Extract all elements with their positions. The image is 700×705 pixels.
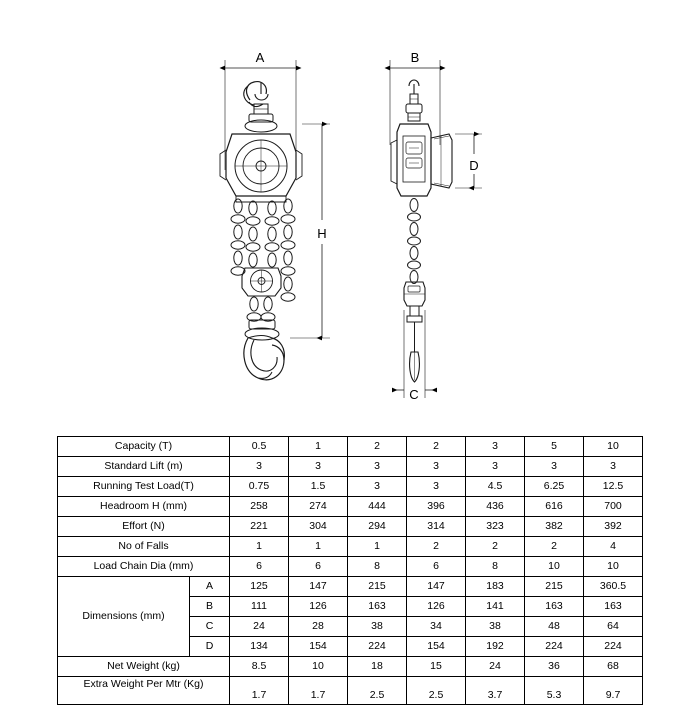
cell: 163 (348, 597, 407, 617)
cell: 2 (348, 437, 407, 457)
cell: 616 (525, 497, 584, 517)
cell: 3 (466, 437, 525, 457)
load-chain-left (231, 199, 245, 275)
cell: 163 (584, 597, 643, 617)
cell: 6 (289, 557, 348, 577)
specification-table (57, 436, 643, 705)
table-row (58, 677, 643, 705)
cell: 2.5 (407, 677, 466, 705)
cell: 48 (525, 617, 584, 637)
cell: 1 (289, 437, 348, 457)
cell: 24 (466, 657, 525, 677)
cell: 111 (230, 597, 289, 617)
cell: 154 (407, 637, 466, 657)
cell: 9.7 (584, 677, 643, 705)
cell: 163 (525, 597, 584, 617)
cell: 700 (584, 497, 643, 517)
cell: 0.5 (230, 437, 289, 457)
cell: 126 (407, 597, 466, 617)
cell: 5.3 (525, 677, 584, 705)
dim-label-A: A (255, 50, 265, 65)
spec-table-body (58, 437, 643, 705)
cell: 8 (466, 557, 525, 577)
cell: 224 (348, 637, 407, 657)
cell: 4.5 (466, 477, 525, 497)
dimension-key: C (190, 617, 230, 637)
cell: 294 (348, 517, 407, 537)
cell: 3 (466, 457, 525, 477)
cell: 10 (525, 557, 584, 577)
cell: 3 (407, 457, 466, 477)
row-label: Net Weight (kg) (58, 657, 230, 677)
cell: 2 (525, 537, 584, 557)
cell: 8 (348, 557, 407, 577)
row-label: Headroom H (mm) (58, 497, 230, 517)
cell: 274 (289, 497, 348, 517)
row-label: Standard Lift (m) (58, 457, 230, 477)
cell: 1.5 (289, 477, 348, 497)
cell: 224 (584, 637, 643, 657)
cell: 192 (466, 637, 525, 657)
cell: 24 (230, 617, 289, 637)
cell: 10 (289, 657, 348, 677)
cell: 0.75 (230, 477, 289, 497)
cell: 68 (584, 657, 643, 677)
cell: 1.7 (230, 677, 289, 705)
cell: 6.25 (525, 477, 584, 497)
cell: 3 (407, 477, 466, 497)
cell: 2.5 (348, 677, 407, 705)
cell: 396 (407, 497, 466, 517)
cell: 126 (289, 597, 348, 617)
table-row (58, 497, 643, 517)
cell: 1 (230, 537, 289, 557)
table-row (58, 437, 643, 457)
cell: 141 (466, 597, 525, 617)
cell: 221 (230, 517, 289, 537)
cell: 3 (289, 457, 348, 477)
cell: 382 (525, 517, 584, 537)
cell: 2 (407, 437, 466, 457)
cell: 436 (466, 497, 525, 517)
table-row (58, 537, 643, 557)
cell: 360.5 (584, 577, 643, 597)
load-chain-right (281, 199, 295, 301)
spec-table (57, 436, 643, 705)
table-row (58, 457, 643, 477)
dimension-key: A (190, 577, 230, 597)
cell: 147 (407, 577, 466, 597)
dimension-key: B (190, 597, 230, 617)
cell: 38 (348, 617, 407, 637)
cell: 3 (584, 457, 643, 477)
cell: 314 (407, 517, 466, 537)
cell: 134 (230, 637, 289, 657)
cell: 38 (466, 617, 525, 637)
cell: 1.7 (289, 677, 348, 705)
cell: 323 (466, 517, 525, 537)
cell: 147 (289, 577, 348, 597)
cell: 3 (348, 477, 407, 497)
cell: 304 (289, 517, 348, 537)
cell: 10 (584, 557, 643, 577)
cell: 3.7 (466, 677, 525, 705)
cell: 34 (407, 617, 466, 637)
cell: 5 (525, 437, 584, 457)
cell: 2 (407, 537, 466, 557)
dim-label-B: B (410, 50, 420, 65)
cell: 4 (584, 537, 643, 557)
cell: 6 (407, 557, 466, 577)
table-row (58, 657, 643, 677)
side-view-group (390, 60, 482, 398)
cell: 1 (289, 537, 348, 557)
row-label-dimensions: Dimensions (mm) (58, 577, 190, 657)
dimension-key: D (190, 637, 230, 657)
cell: 183 (466, 577, 525, 597)
row-label: Extra Weight Per Mtr (Kg) (58, 677, 230, 705)
cell: 6 (230, 557, 289, 577)
cell: 258 (230, 497, 289, 517)
cell: 10 (584, 437, 643, 457)
hand-chain-a (246, 201, 260, 267)
cell: 18 (348, 657, 407, 677)
dim-label-C: C (409, 387, 419, 402)
row-label: No of Falls (58, 537, 230, 557)
cell: 215 (525, 577, 584, 597)
cell: 125 (230, 577, 289, 597)
dim-label-H: H (317, 226, 327, 241)
row-label: Capacity (T) (58, 437, 230, 457)
row-label: Load Chain Dia (mm) (58, 557, 230, 577)
cell: 8.5 (230, 657, 289, 677)
cell: 444 (348, 497, 407, 517)
cell: 215 (348, 577, 407, 597)
cell: 3 (348, 457, 407, 477)
table-row (58, 557, 643, 577)
cell: 28 (289, 617, 348, 637)
cell: 36 (525, 657, 584, 677)
cell: 15 (407, 657, 466, 677)
cell: 64 (584, 617, 643, 637)
hand-chain-b (265, 201, 279, 267)
table-row (58, 477, 643, 497)
cell: 3 (525, 457, 584, 477)
cell: 12.5 (584, 477, 643, 497)
cell: 392 (584, 517, 643, 537)
dim-label-D: D (469, 158, 479, 173)
row-label: Running Test Load(T) (58, 477, 230, 497)
row-label: Effort (N) (58, 517, 230, 537)
front-view-group (220, 60, 330, 380)
cell: 154 (289, 637, 348, 657)
cell: 2 (466, 537, 525, 557)
cell: 224 (525, 637, 584, 657)
table-row (58, 577, 643, 597)
table-row (58, 517, 643, 537)
cell: 1 (348, 537, 407, 557)
cell: 3 (230, 457, 289, 477)
